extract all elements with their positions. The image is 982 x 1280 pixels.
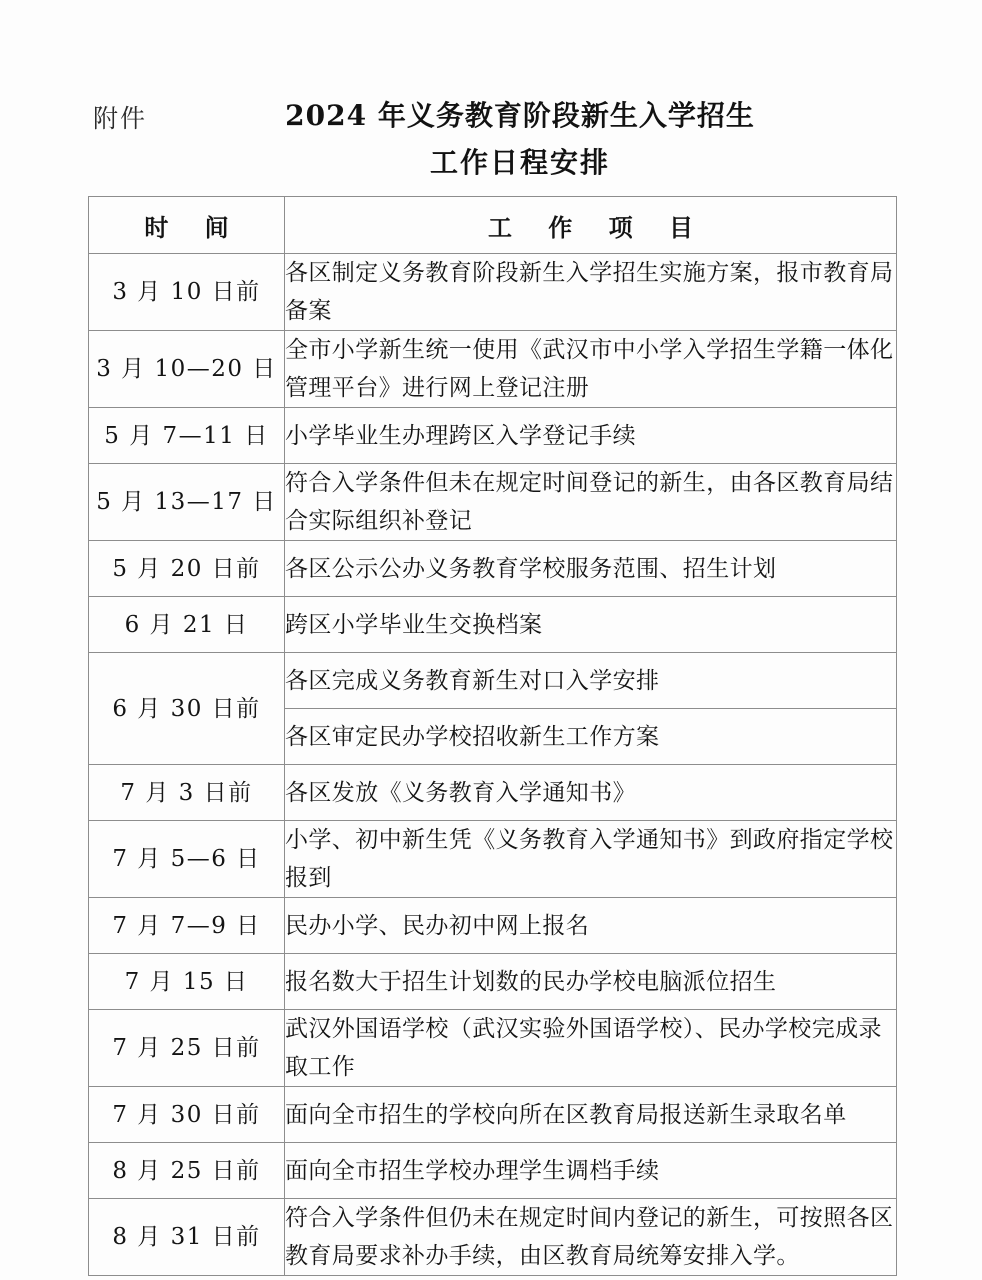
time-cell: 8 月 31 日前 [89, 1199, 285, 1276]
table-row [89, 653, 897, 709]
schedule-table-container [88, 196, 896, 1276]
work-item-cell [285, 765, 897, 821]
work-item-cell [285, 541, 897, 597]
table-header-row [89, 197, 897, 254]
work-item-text: 各区制定义务教育阶段新生入学招生实施方案，报市教育局备案 [285, 260, 894, 324]
time-cell: 7 月 3 日前 [89, 765, 285, 821]
page-title [170, 92, 870, 186]
work-item-text: 各区完成义务教育新生对口入学安排 [285, 667, 660, 694]
work-item-cell [285, 1143, 897, 1199]
time-cell: 5 月 20 日前 [89, 541, 285, 597]
schedule-table [88, 196, 897, 1276]
work-item-cell [285, 331, 897, 408]
time-cell: 6 月 30 日前 [89, 653, 285, 765]
work-item-text: 符合入学条件但未在规定时间登记的新生，由各区教育局结合实际组织补登记 [285, 470, 894, 534]
table-row [89, 408, 897, 464]
document-header [0, 92, 982, 192]
work-item-cell [285, 464, 897, 541]
column-header-time: 时 间 [89, 197, 285, 254]
time-cell: 7 月 7—9 日 [89, 898, 285, 954]
table-row [89, 464, 897, 541]
work-item-cell [285, 1010, 897, 1087]
time-cell: 5 月 7—11 日 [89, 408, 285, 464]
work-item-text: 各区公示公办义务教育学校服务范围、招生计划 [285, 555, 777, 582]
work-item-text: 面向全市招生学校办理学生调档手续 [285, 1157, 660, 1184]
work-item-text: 各区发放《义务教育入学通知书》 [285, 779, 636, 806]
work-item-cell [285, 597, 897, 653]
table-row [89, 1087, 897, 1143]
table-row [89, 1143, 897, 1199]
work-item-cell [285, 653, 897, 709]
title-line-1: 2024 年义务教育阶段新生入学招生 [285, 99, 755, 132]
work-item-cell [285, 408, 897, 464]
work-item-text: 全市小学新生统一使用《武汉市中小学入学招生学籍一体化管理平台》进行网上登记注册 [285, 337, 894, 401]
table-row [89, 331, 897, 408]
time-cell: 7 月 5—6 日 [89, 821, 285, 898]
title-line-2: 工作日程安排 [429, 146, 610, 179]
table-row [89, 821, 897, 898]
time-cell: 7 月 15 日 [89, 954, 285, 1010]
work-item-cell [285, 1087, 897, 1143]
table-row [89, 597, 897, 653]
work-item-text: 民办小学、民办初中网上报名 [285, 912, 590, 939]
work-item-text: 小学毕业生办理跨区入学登记手续 [285, 422, 636, 449]
table-row [89, 765, 897, 821]
work-item-cell [285, 821, 897, 898]
work-item-text: 跨区小学毕业生交换档案 [285, 611, 543, 638]
time-cell: 7 月 30 日前 [89, 1087, 285, 1143]
table-row [89, 1199, 897, 1276]
table-row [89, 541, 897, 597]
work-item-cell [285, 1199, 897, 1276]
table-row [89, 254, 897, 331]
time-cell: 5 月 13—17 日 [89, 464, 285, 541]
table-body [89, 254, 897, 1276]
work-item-text: 各区审定民办学校招收新生工作方案 [285, 723, 660, 750]
work-item-text: 武汉外国语学校（武汉实验外国语学校）、民办学校完成录取工作 [285, 1016, 882, 1080]
column-header-item: 工 作 项 目 [285, 197, 897, 254]
work-item-text: 符合入学条件但仍未在规定时间内登记的新生，可按照各区教育局要求补办手续，由区教育局统筹安排入学。 [285, 1205, 894, 1269]
time-cell: 8 月 25 日前 [89, 1143, 285, 1199]
work-item-text: 小学、初中新生凭《义务教育入学通知书》到政府指定学校报到 [285, 827, 894, 891]
table-row [89, 954, 897, 1010]
work-item-cell [285, 898, 897, 954]
work-item-cell [285, 254, 897, 331]
time-cell: 7 月 25 日前 [89, 1010, 285, 1087]
work-item-cell [285, 709, 897, 765]
work-item-cell [285, 954, 897, 1010]
attachment-label: 附件 [93, 104, 148, 133]
work-item-text: 报名数大于招生计划数的民办学校电脑派位招生 [285, 968, 777, 995]
table-row [89, 898, 897, 954]
table-header [89, 197, 897, 254]
time-cell: 3 月 10 日前 [89, 254, 285, 331]
work-item-text: 面向全市招生的学校向所在区教育局报送新生录取名单 [285, 1101, 847, 1128]
time-cell: 3 月 10—20 日 [89, 331, 285, 408]
time-cell: 6 月 21 日 [89, 597, 285, 653]
table-row [89, 1010, 897, 1087]
